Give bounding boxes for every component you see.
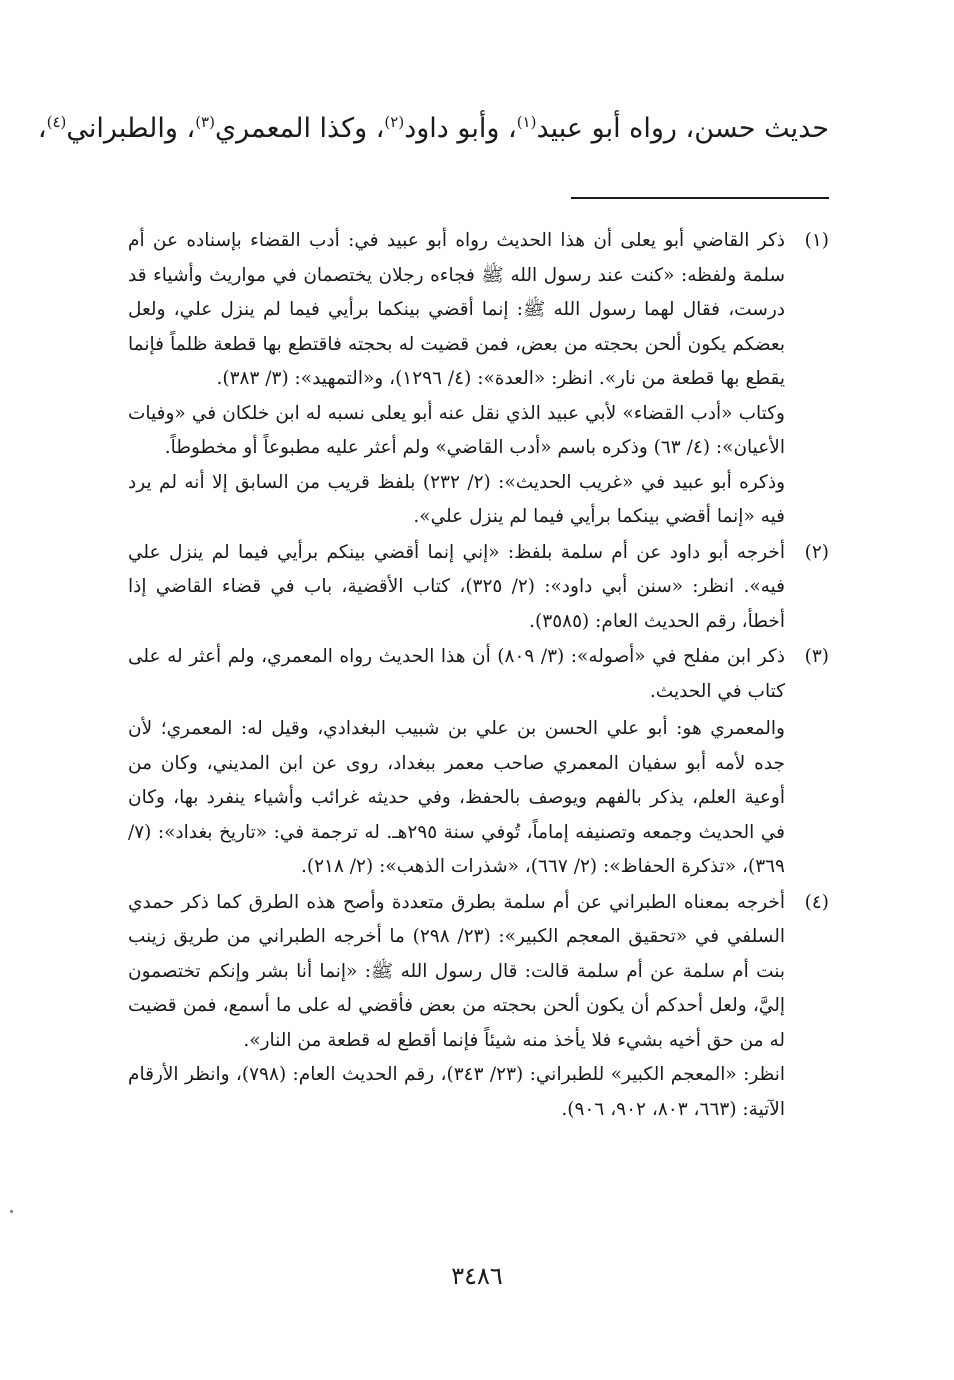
main-text-segment: ، وأبو داود	[404, 113, 517, 144]
footnote-body	[128, 640, 785, 885]
footnote-paragraph: أخرجه أبو داود عن أم سلمة بلفظ: «إني إنما أقضي بينكم برأيي فيما لم ينزل علي فيه». انظر: «سنن أبي داود»: (٢/ ٣٢٥)، كتاب الأقضية، باب في قضاء القاضي إذا أخطأ، رقم الحديث العام: (٣٥٨٥).	[128, 541, 785, 632]
footnote-4	[128, 886, 829, 1128]
footnote-paragraph: وكتاب «أدب القضاء» لأبي عبيد الذي نقل عنه أبو يعلى نسبه له ابن خلكان في «وفيات الأعيان»: (٤/ ٦٣) وذكره باسم «أدب القاضي» ولم أعثر عليه مطبوعاً أو مخطوطاً.	[128, 402, 785, 458]
footnote-paragraph: انظر: «المعجم الكبير» للطبراني: (٢٣/ ٣٤٣)، رقم الحديث العام: (٧٩٨)، وانظر الأرقام الآتية: (٦٦٣، ٨٠٣، ٩٠٢، ٩٠٦).	[128, 1064, 786, 1120]
footnote-1	[128, 224, 829, 535]
footnote-3	[128, 640, 829, 885]
footnote-paragraph: ذكر ابن مفلح في «أصوله»: (٣/ ٨٠٩) أن هذا الحديث رواه المعمري، ولم أعثر له على كتاب في الحديث.	[128, 646, 785, 702]
footnotes	[128, 224, 829, 1128]
footnote-ref[interactable]: (٤)	[46, 113, 67, 131]
footnote-number: (٤)	[804, 891, 829, 913]
scan-speck	[10, 1210, 13, 1213]
footnote-paragraph: وذكره أبو عبيد في «غريب الحديث»: (٢/ ٢٣٢) بلفظ قريب من السابق إلا أنه لم يرد فيه «إنما أقضي بينكما برأيي فيما لم ينزل علي».	[128, 471, 786, 527]
footnote-paragraph: والمعمري هو: أبو علي الحسن بن علي بن شبيب البغدادي، وقيل له: المعمري؛ لأن جده لأمه أبو سفيان المعمري صاحب معمر ببغداد، روى عن ابن المديني، وكان من أوعية العلم، يذكر بالفهم ويوصف بالحفظ، وفي حديثه غرائب وأشياء ينفرد بها، وكان في الحديث وجمعه وتصنيفه إماماً، تُوفي سنة ٢٩٥هـ. له ترجمة في: «تاريخ بغداد»: (٧/ ٣٦٩)، «تذكرة الحفاظ»: (٢/ ٦٦٧)، «شذرات الذهب»: (٢/ ٢١٨).	[128, 718, 786, 877]
footnote-ref[interactable]: (١)	[516, 113, 537, 131]
footnote-2	[128, 536, 829, 640]
footnote-number: (٢)	[804, 541, 829, 563]
footnote-paragraph: أخرجه بمعناه الطبراني عن أم سلمة بطرق متعددة وأصح هذه الطرق كما ذكر حمدي السلفي في «تحقيق المعجم الكبير»: (٢٣/ ٢٩٨) ما أخرجه الطبراني من طريق زينب بنت أم سلمة عن أم سلمة قالت: قال رسول الله ﷺ: «إنما أنا بشر وإنكم تختصمون إليَّ، ولعل أحدكم أن يكون ألحن بحجته من بعض فأقضي له على ما أسمع، فمن قضيت له من حق أخيه بشيء فلا يأخذ منه شيئاً فإنما أقطع له قطعة من النار».	[128, 891, 785, 1051]
footnote-number: (١)	[804, 230, 829, 251]
footnote-body	[128, 224, 785, 535]
main-text	[37, 103, 829, 155]
footnote-body	[128, 886, 785, 1128]
footnote-body	[128, 536, 785, 640]
main-text-segment: حديث حسن، رواه أبو عبيد	[536, 113, 829, 144]
footnote-ref[interactable]: (٢)	[384, 113, 405, 131]
footnote-separator	[571, 197, 829, 199]
footnote-ref[interactable]: (٣)	[195, 113, 215, 131]
footnote-paragraph: ذكر القاضي أبو يعلى أن هذا الحديث رواه أبو عبيد في: أدب القضاء بإسناده عن أم سلمة ولفظه: «كنت عند رسول الله ﷺ فجاءه رجلان يختصمان في مواريث وأشياء قد درست، فقال لهما رسول الله ﷺ: إنما أقضي بينكما برأيي فيما لم ينزل علي، ولعل بعضكم يكون ألحن بحجته من بعض، فمن قضيت له بحجته فاقتطع بها قطعة ظلماً فإنما يقطع بها قطعة من نار». انظر: «العدة»: (٤/ ١٢٩٦)، و«التمهيد»: (٣/ ٣٨٣).	[128, 230, 785, 389]
page-number: ٣٤٨٦	[451, 1262, 503, 1290]
main-text-segment: ، والطبراني	[66, 113, 196, 144]
main-text-segment: ،	[37, 113, 47, 144]
main-text-segment: ، وكذا المعمري	[214, 113, 385, 144]
footnote-number: (٣)	[804, 646, 829, 667]
